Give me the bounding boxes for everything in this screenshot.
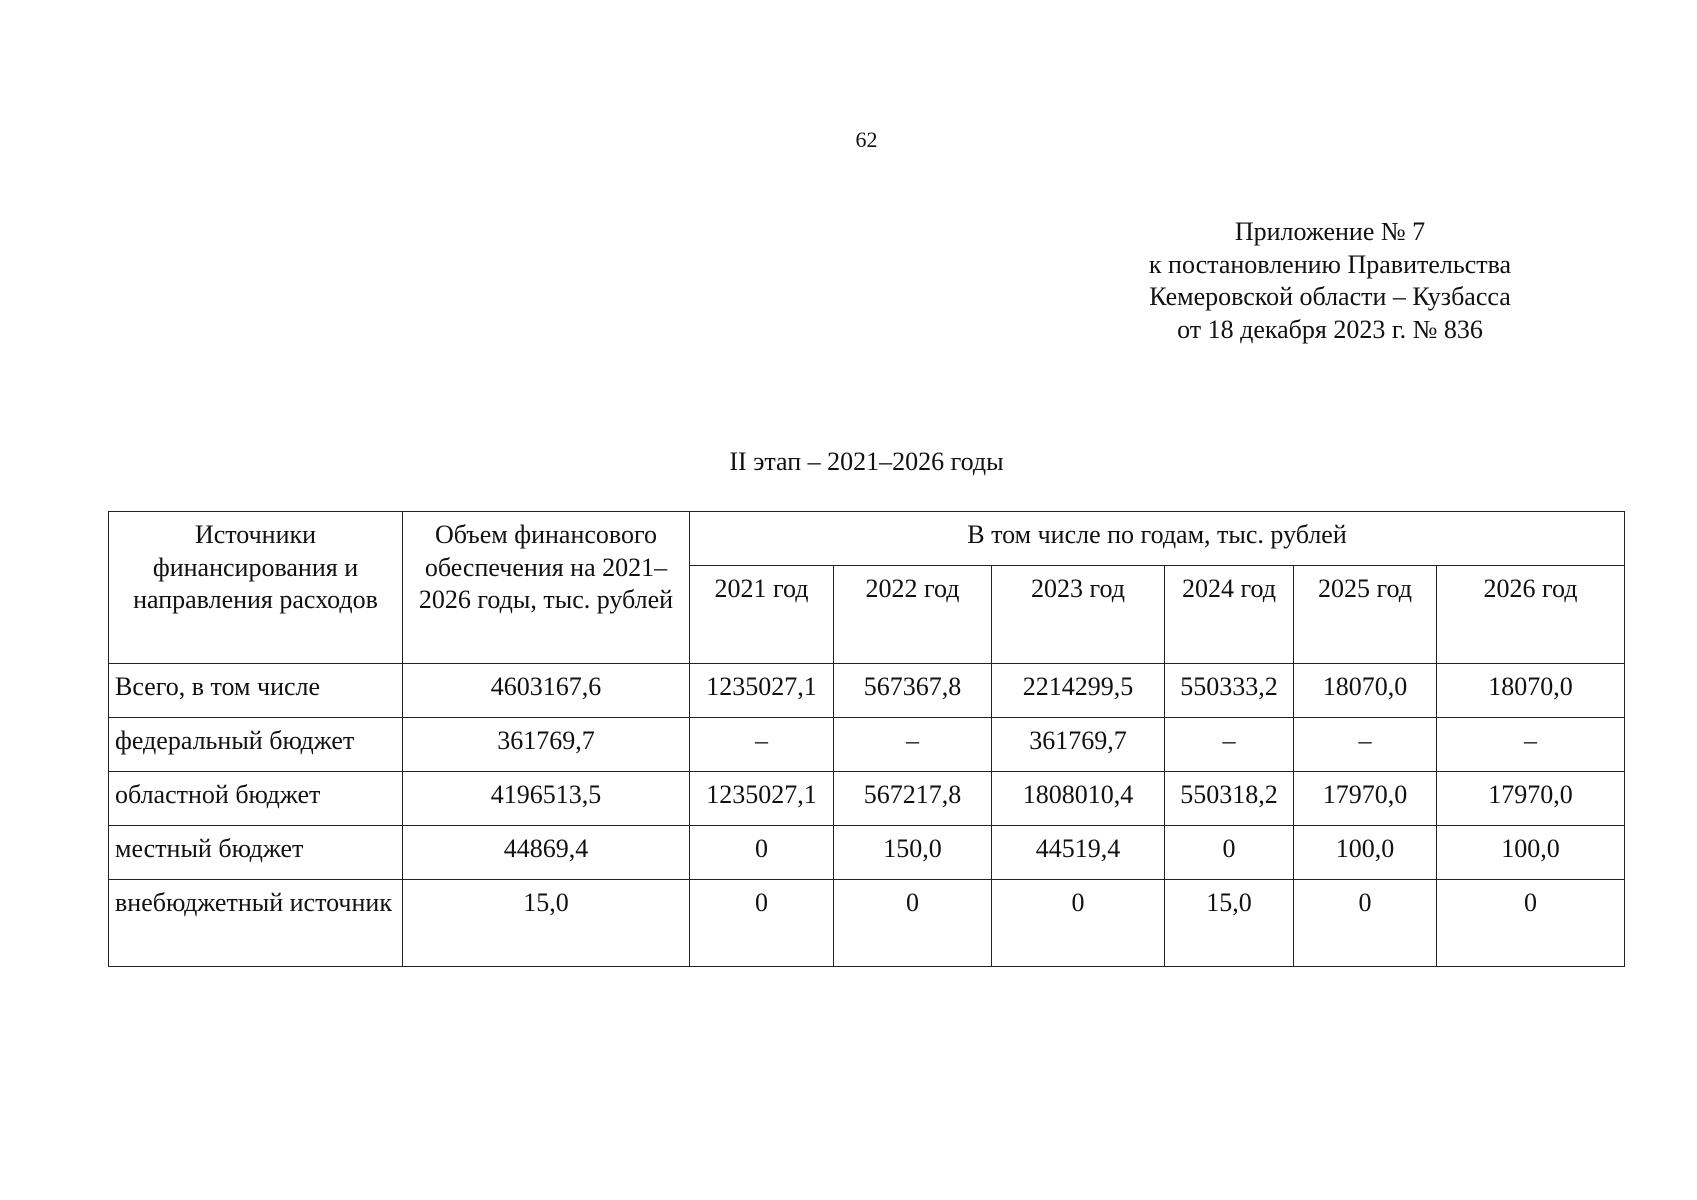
row-value: 17970,0 xyxy=(1437,772,1625,826)
header-year: 2025 год xyxy=(1294,566,1437,664)
appendix-line: Приложение № 7 xyxy=(1234,217,1426,246)
header-year: 2021 год xyxy=(690,566,834,664)
header-volume: Объем финансового обеспечения на 2021–2026 годы, тыс. рублей xyxy=(403,512,690,664)
row-value: 18070,0 xyxy=(1437,664,1625,718)
row-label: федеральный бюджет xyxy=(109,718,403,772)
row-label: Всего, в том числе xyxy=(109,664,403,718)
row-value: 0 xyxy=(1437,880,1625,967)
row-value: 0 xyxy=(690,880,834,967)
header-by-years: В том числе по годам, тыс. рублей xyxy=(690,512,1625,566)
row-value: 0 xyxy=(690,826,834,880)
row-value: 361769,7 xyxy=(992,718,1165,772)
row-total: 361769,7 xyxy=(403,718,690,772)
row-value: 567367,8 xyxy=(834,664,992,718)
appendix-line: от 18 декабря 2023 г. № 836 xyxy=(1177,314,1483,344)
row-value: 100,0 xyxy=(1294,826,1437,880)
page-number: 62 xyxy=(855,127,878,152)
row-value: 18070,0 xyxy=(1294,664,1437,718)
row-value: 1808010,4 xyxy=(992,772,1165,826)
row-value: – xyxy=(1165,718,1294,772)
row-total: 44869,4 xyxy=(403,826,690,880)
appendix-line: Кемеровской области – Кузбасса xyxy=(1149,282,1511,311)
appendix-line: к постановлению Правительства xyxy=(1148,249,1512,279)
row-value: – xyxy=(834,718,992,772)
table-row xyxy=(109,880,1625,967)
appendix-header xyxy=(1100,216,1560,346)
row-label: областной бюджет xyxy=(109,772,403,826)
row-total: 4196513,5 xyxy=(403,772,690,826)
row-value: 2214299,5 xyxy=(992,664,1165,718)
header-year: 2022 год xyxy=(834,566,992,664)
row-value: 0 xyxy=(834,880,992,967)
header-sources: Источники финансирования и направления расходов xyxy=(109,512,403,664)
stage-title: II этап – 2021–2026 годы xyxy=(729,447,1004,476)
row-value: 0 xyxy=(1294,880,1437,967)
row-value: 44519,4 xyxy=(992,826,1165,880)
header-year: 2026 год xyxy=(1437,566,1625,664)
row-value: 100,0 xyxy=(1437,826,1625,880)
row-value: – xyxy=(690,718,834,772)
row-value: 0 xyxy=(992,880,1165,967)
row-value: 1235027,1 xyxy=(690,664,834,718)
row-value: 150,0 xyxy=(834,826,992,880)
table-row xyxy=(109,718,1625,772)
header-year: 2024 год xyxy=(1165,566,1294,664)
finance-table xyxy=(108,511,1625,967)
row-label: местный бюджет xyxy=(109,826,403,880)
row-value: – xyxy=(1294,718,1437,772)
row-value: 15,0 xyxy=(1165,880,1294,967)
table-row xyxy=(109,772,1625,826)
row-total: 15,0 xyxy=(403,880,690,967)
row-total: 4603167,6 xyxy=(403,664,690,718)
row-value: 0 xyxy=(1165,826,1294,880)
table-row xyxy=(109,664,1625,718)
row-value: 567217,8 xyxy=(834,772,992,826)
table-row xyxy=(109,826,1625,880)
row-label: внебюджетный источник xyxy=(109,880,403,967)
row-value: 550318,2 xyxy=(1165,772,1294,826)
row-value: 550333,2 xyxy=(1165,664,1294,718)
header-year: 2023 год xyxy=(992,566,1165,664)
row-value: 17970,0 xyxy=(1294,772,1437,826)
row-value: 1235027,1 xyxy=(690,772,834,826)
row-value: – xyxy=(1437,718,1625,772)
